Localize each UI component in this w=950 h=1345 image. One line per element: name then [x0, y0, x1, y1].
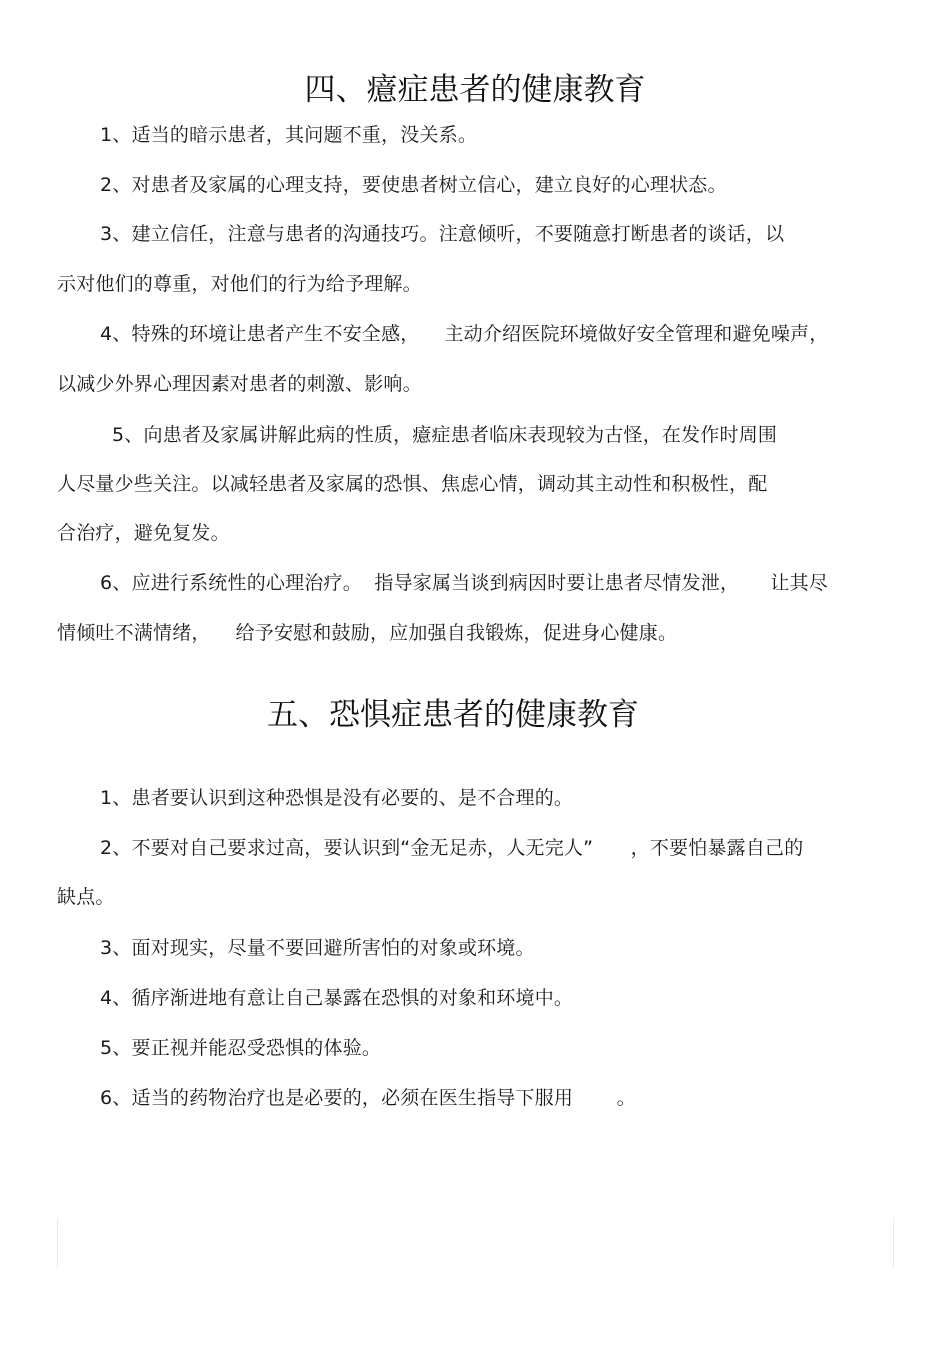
- s4-item-3-line-2: 示对他们的尊重，对他们的行为给予理解。: [57, 273, 422, 295]
- section-4-heading: 四、癔症患者的健康教育: [304, 72, 646, 108]
- s5-item-2-line-2: 缺点。: [57, 886, 115, 908]
- s5-item-1: 1、患者要认识到这种恐惧是没有必要的、是不合理的。: [100, 787, 574, 809]
- s5-item-3: 3、面对现实，尽量不要回避所害怕的对象或环境。: [100, 937, 535, 959]
- s5-item-6: 6、适当的药物治疗也是必要的，必须在医生指导下服用 。: [100, 1087, 636, 1109]
- s4-item-4-line-2: 以减少外界心理因素对患者的刺激、影响。: [57, 373, 422, 395]
- s4-item-5-line-3: 合治疗，避免复发。: [57, 522, 230, 544]
- s4-item-3-line-1: 3、建立信任，注意与患者的沟通技巧。注意倾听，不要随意打断患者的谈话，以: [100, 223, 785, 245]
- s5-item-4: 4、循序渐进地有意让自己暴露在恐惧的对象和环境中。: [100, 987, 574, 1009]
- s5-item-5: 5、要正视并能忍受恐惧的体验。: [100, 1037, 382, 1059]
- s4-item-4-line-1: 4、特殊的环境让患者产生不安全感， 主动介绍医院环境做好安全管理和避免噪声，: [100, 323, 829, 345]
- s4-item-5-line-2: 人尽量少些关注。以减轻患者及家属的恐惧、焦虑心情，调动其主动性和积极性，配: [57, 473, 768, 495]
- s4-item-1: 1、适当的暗示患者，其问题不重，没关系。: [100, 124, 478, 146]
- s4-item-6-line-2: 情倾吐不满情绪， 给予安慰和鼓励，应加强自我锻炼，促进身心健康。: [57, 622, 678, 644]
- s4-item-5-line-1: 5、向患者及家属讲解此病的性质，癔症患者临床表现较为古怪，在发作时周围: [112, 424, 778, 446]
- section-5-heading: 五、恐惧症患者的健康教育: [267, 697, 639, 733]
- left-margin-mark: [57, 1218, 58, 1268]
- s4-item-2: 2、对患者及家属的心理支持，要使患者树立信心，建立良好的心理状态。: [100, 174, 727, 196]
- right-margin-mark: [893, 1218, 894, 1268]
- s4-item-6-line-1: 6、应进行系统性的心理治疗。 指导家属当谈到病因时要让患者尽情发泄， 让其尽: [100, 572, 828, 594]
- s5-item-2-line-1: 2、不要对自己要求过高，要认识到“金无足赤，人无完人” ，不要怕暴露自己的: [100, 837, 804, 859]
